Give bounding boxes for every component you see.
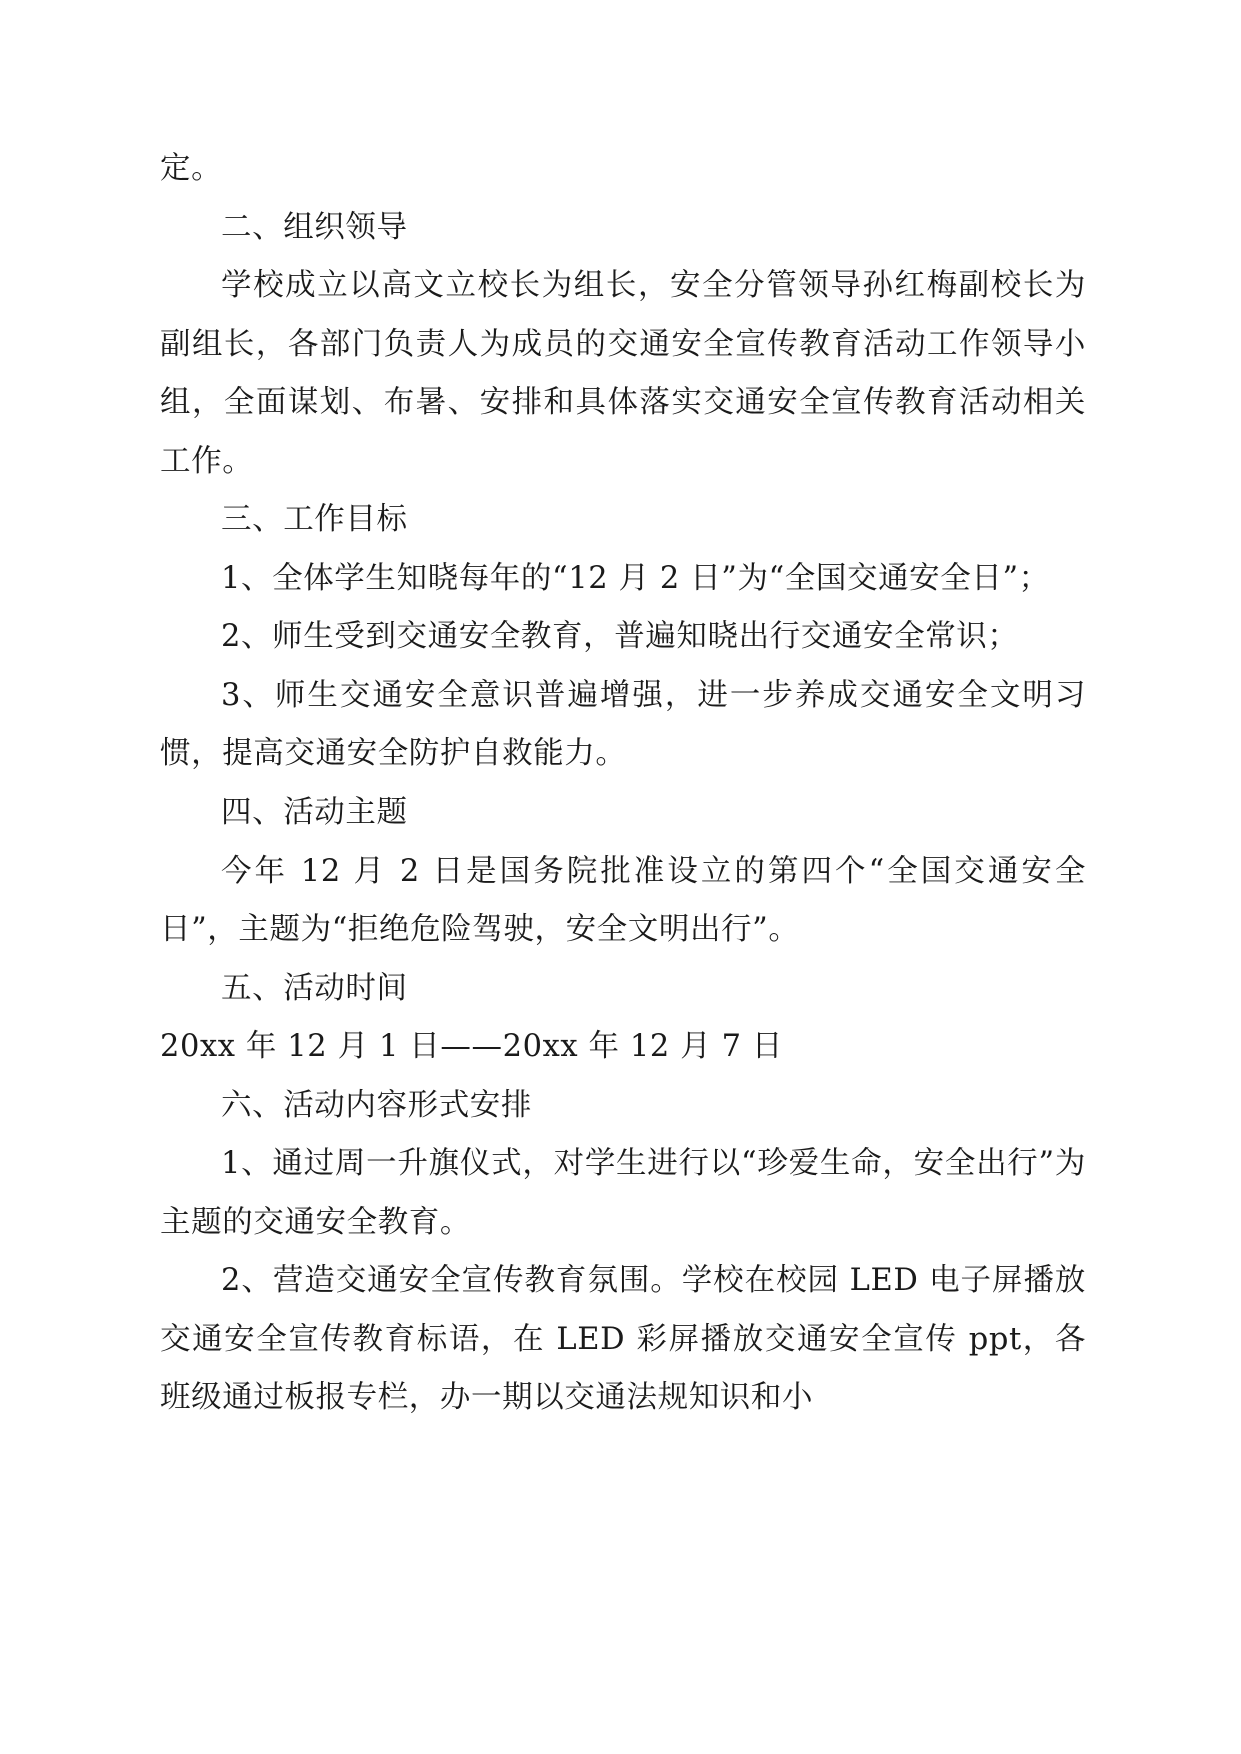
paragraph-goal-2: 2、师生受到交通安全教育，普遍知晓出行交通安全常识； xyxy=(221,619,1019,655)
section-heading-activities: 六、活动内容形式安排 xyxy=(221,1087,532,1123)
section-heading-time: 五、活动时间 xyxy=(221,970,408,1006)
section-heading-goals: 三、工作目标 xyxy=(221,502,408,538)
document-body xyxy=(160,140,1086,1428)
paragraph-activity-2: 2、营造交通安全宣传教育氛围。学校在校园 LED 电子屏播放交通安全宣传教育标语，在 LED 彩屏播放交通安全宣传 ppt，各班级通过板报专栏，办一期以交通法规知识和小 xyxy=(160,1263,1086,1416)
paragraph-time-range: 20xx 年 12 月 1 日——20xx 年 12 月 7 日 xyxy=(160,1029,784,1065)
paragraph-theme-body: 今年 12 月 2 日是国务院批准设立的第四个“全国交通安全日”，主题为“拒绝危险驾驶，安全文明出行”。 xyxy=(160,853,1086,948)
paragraph-organization-body: 学校成立以高文立校长为组长，安全分管领导孙红梅副校长为副组长，各部门负责人为成员的交通安全宣传教育活动工作领导小组，全面谋划、布暑、安排和具体落实交通安全宣传教育活动相关工作。 xyxy=(160,268,1086,479)
section-heading-theme: 四、活动主题 xyxy=(221,795,408,831)
paragraph-goal-3: 3、师生交通安全意识普遍增强，进一步养成交通安全文明习惯，提高交通安全防护自救能力。 xyxy=(160,677,1086,772)
paragraph-activity-1: 1、通过周一升旗仪式，对学生进行以“珍爱生命，安全出行”为主题的交通安全教育。 xyxy=(160,1146,1086,1240)
paragraph: 定。 xyxy=(160,151,223,186)
paragraph-goal-1: 1、全体学生知晓每年的“12 月 2 日”为“全国交通安全日”； xyxy=(221,560,1050,596)
section-heading-organization: 二、组织领导 xyxy=(221,209,408,245)
